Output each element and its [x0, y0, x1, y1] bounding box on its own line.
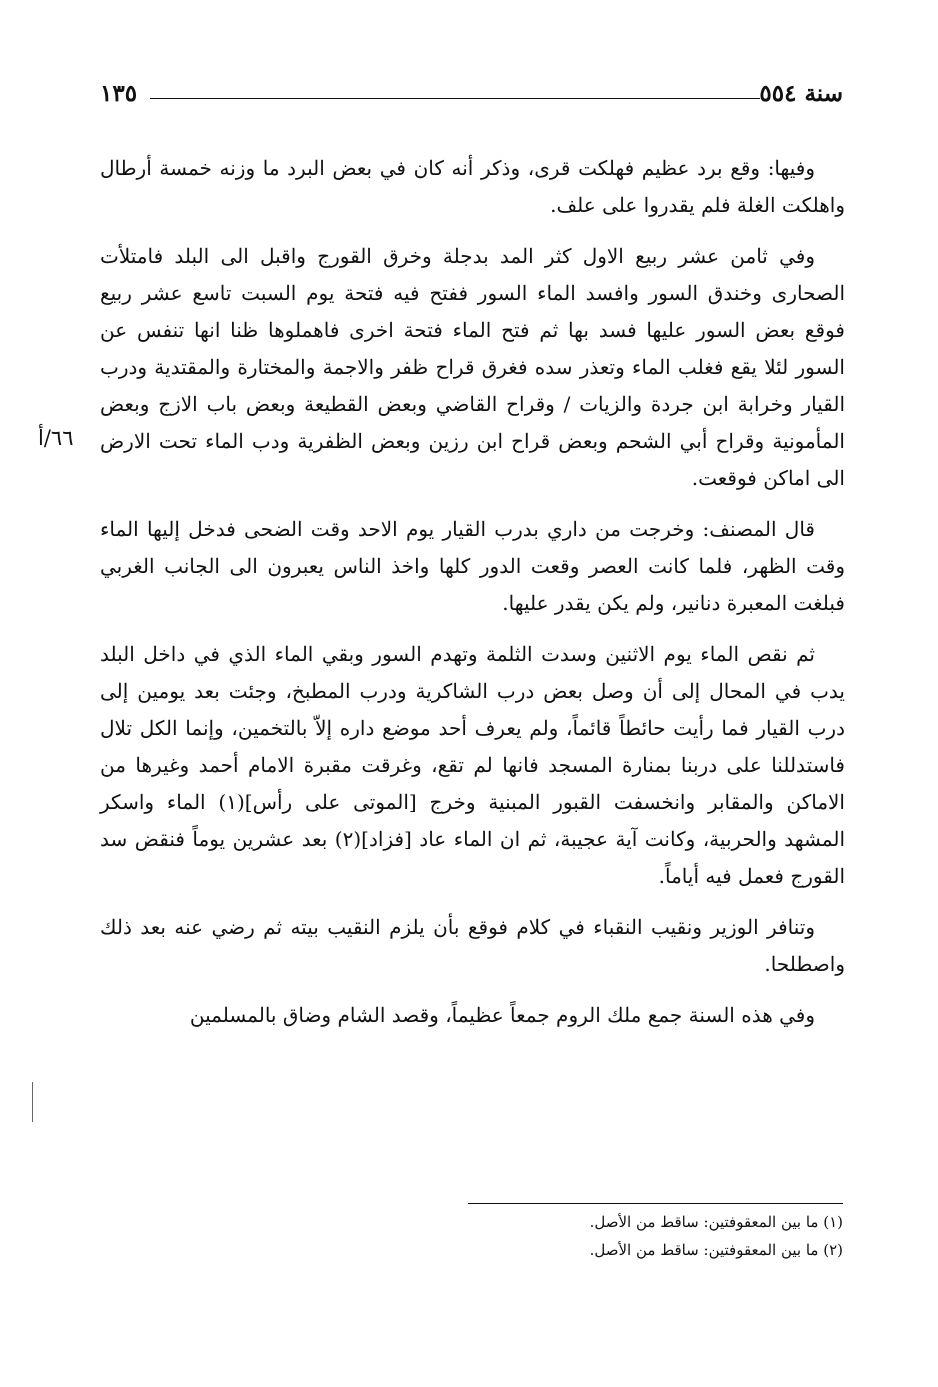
manuscript-folio-note: ٦٦/أ — [38, 426, 74, 450]
footnote-rule — [468, 1203, 843, 1204]
footnote: (١) ما بين المعقوفتين: ساقط من الأصل. — [589, 1213, 843, 1231]
paragraph: وتنافر الوزير ونقيب النقباء في كلام فوقع بأن يلزم النقيب بيته ثم رضي عنه بعد ذلك واصطلحا. — [100, 915, 845, 976]
footnotes — [343, 1208, 843, 1264]
paragraph: قال المصنف: وخرجت من داري بدرب القيار يوم الاحد وقت الضحى فدخل إليها الماء وقت الظهر، فلما كانت العصر وقعت الدور كلها واخذ الناس يعبرون الى الجانب الغربي فبلغت المعبرة دنانير، ولم يكن يقدر عليها. — [100, 517, 845, 615]
running-header-year: سنة ٥٥٤ — [759, 80, 843, 107]
paragraph: ثم نقص الماء يوم الاثنين وسدت الثلمة وتهدم السور وبقي الماء الذي في داخل البلد يدب في المحال إلى أن وصل بعض درب الشاكرية ودرب المطبخ، وجئت بعد يومين إلى درب القيار فما رأيت حائطاً قائماً، ولم يعرف أحد موضع داره إلاّ بالتخمين، وإنما الكل تلال فاستدللنا على دربنا بمنارة المسجد فانها لم تقع، وغرقت مقبرة الامام أحمد وغيرها من الاماكن والمقابر وانخسفت القبور المبنية وخرج [الموتى على رأس](١) الماء واسكر المشهد والحربية، وكانت آية عجيبة، ثم ان الماء عاد [فزاد](٢) بعد عشرين يوماً فنقض سد القورج فعمل فيه أياماً. — [100, 642, 845, 888]
page-number: ١٣٥ — [100, 80, 138, 107]
margin-mark — [32, 1082, 33, 1122]
paragraph: وفيها: وقع برد عظيم فهلكت قرى، وذكر أنه كان في بعض البرد ما وزنه خمسة أرطال واهلكت الغلة فلم يقدروا على علف. — [100, 156, 845, 217]
header-rule — [150, 98, 760, 99]
paragraph: وفي هذه السنة جمع ملك الروم جمعاً عظيماً، وقصد الشام وضاق بالمسلمين — [189, 1003, 815, 1027]
main-text — [100, 150, 845, 1048]
paragraph: وفي ثامن عشر ربيع الاول كثر المد بدجلة وخرق القورج واقبل الى البلد فامتلأت الصحارى وخندق السور وافسد الماء السور ففتح فيه فتحة يوم السبت تاسع عشر ربيع فوقع بعض السور عليها فسد بها ثم فتح الماء فتحة اخرى فاهملوها ظنا انها تنفس عن السور لئلا يقع فغلب الماء وتعذر سده فغرق قراح ظفر والاجمة والمختارة والمقتدية ودرب القيار وخرابة ابن جردة والزيات / وقراح القاضي وبعض القطيعة وبعض باب الازج وبعض المأمونية وقراح أبي الشحم وبعض قراح ابن رزين وبعض الظفرية ودب الماء تحت الارض الى اماكن فوقعت. — [100, 244, 845, 490]
footnote: (٢) ما بين المعقوفتين: ساقط من الأصل. — [589, 1241, 843, 1259]
